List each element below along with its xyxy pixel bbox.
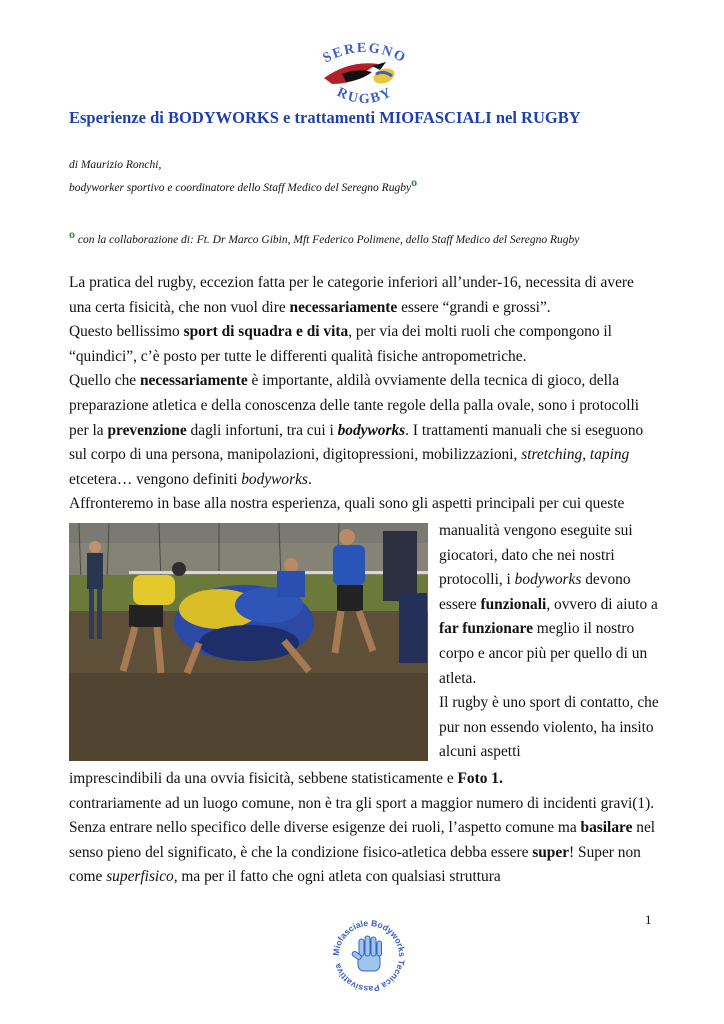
photo-caption-ref: Foto 1.: [457, 770, 503, 787]
paragraph: imprescindibili da una ovvia fisicità, sebbene statisticamente e Foto 1.: [69, 770, 503, 787]
collaboration-note: [69, 226, 649, 249]
paragraph: Il rugby è uno sport di contatto, che pur non essendo violento, ha insito alcuni aspetti: [439, 694, 659, 761]
rugby-photo: [69, 523, 428, 761]
paragraph: manualità vengono eseguite sui giocatori, dato che nei nostri protocolli, i bodyworks devono essere funzionali, ovvero di aiuto a far funzionare meglio il nostro corpo e ancor più per quello di un atleta.: [439, 522, 658, 687]
paragraph: Quello che necessariamente è importante, aldilà ovviamente della tecnica di gioco, della preparazione atletica e della conoscenza delle tante regole della palla ovale, sono i protocolli per la prevenzione dagli infortuni, tra cui i bodyworks. I trattamenti manuali che si eseguono sul corpo di una persona, manipolazioni, digitopressioni, mobilizzazioni, stretching, taping etcetera… vengono definiti bodyworks.: [69, 372, 644, 488]
paragraph: La pratica del rugby, eccezion fatta per le categorie inferiori all’under-16, necessita di avere una certa fisicità, che non vuol dire necessariamente essere “grandi e grossi”.: [69, 274, 634, 316]
body-top: [69, 271, 659, 517]
page-number: 1: [645, 912, 652, 927]
wrap-text: [439, 519, 659, 765]
paragraph: Affronteremo in base alla nostra esperienza, quali sono gli aspetti principali per cui queste: [69, 495, 625, 513]
body-bottom: [69, 767, 659, 890]
hand-icon: [351, 936, 381, 971]
seal-text: Miofasciale Bodyworks Tecnica Passivattiva: [330, 917, 408, 995]
paragraph: Questo bellissimo sport di squadra e di vita, per via dei molti ruoli che compongono il “quindici”, c’è posto per tutte le differenti qualità fisiche antropometriche.: [69, 323, 612, 365]
author-block: [69, 157, 649, 197]
svg-text:RUGBY: [334, 85, 395, 107]
author-name: di Maurizio Ronchi,: [69, 159, 162, 171]
article-title: Esperienze di BODYWORKS e trattamenti MIOFASCIALI nel RUGBY: [69, 108, 581, 127]
svg-text:SEREGNO: [321, 41, 409, 67]
bodyworks-seal-logo: [328, 915, 410, 997]
collaboration-text: con la collaborazione di: Ft. Dr Marco Gibin, Mft Federico Polimene, dello Staff Medico del Seregno Rugby: [77, 233, 580, 246]
paragraph: contrariamente ad un luogo comune, non è tra gli sport a maggior numero di incidenti gravi(1).: [69, 794, 655, 812]
author-role: bodyworker sportivo e coordinatore dello Staff Medico del Seregno Rugby$^o$: [69, 175, 418, 194]
degree-mark: o: [69, 227, 75, 241]
seregno-rugby-logo: [302, 38, 426, 110]
degree-mark: o: [411, 175, 418, 189]
logo-top-text: SEREGNO: [320, 40, 409, 67]
paragraph: Senza entrare nello specifico delle diverse esigenze dei ruoli, l’aspetto comune ma basilare nel senso pieno del significato, è che la condizione fisico-atletica debba essere super! Super non come superfisico, ma per il fatto che ogni atleta con qualsiasi struttura: [69, 819, 656, 886]
logo-bottom-text: RUGBY: [334, 84, 396, 108]
